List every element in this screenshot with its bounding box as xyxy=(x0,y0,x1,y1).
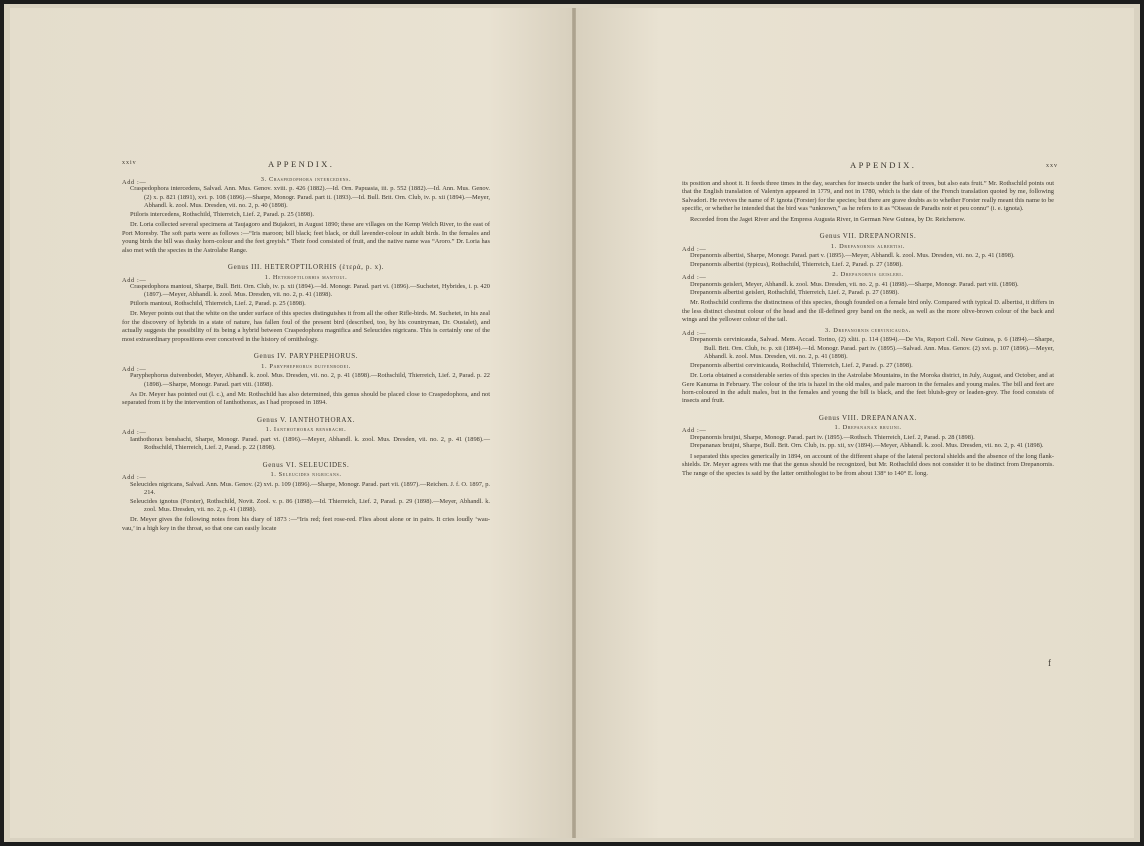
add-label: Add :— xyxy=(682,427,707,435)
species-number: 1. xyxy=(261,362,268,370)
synonymy-reference: Ptiloris intercedens, Rothschild, Thierreich, Lief. 2, Parad. p. 25 (1898). xyxy=(130,210,314,218)
add-label: Add :— xyxy=(122,365,147,373)
synonymy-reference: Ptiloris mantoui, Rothschild, Thierreich, Lief. 2, Parad. p. 25 (1898). xyxy=(130,299,306,307)
right-text-column xyxy=(682,178,1054,478)
species-name: Seleucides nigricans. xyxy=(278,471,342,479)
genus-heading: Genus VII. DREPANORNIS. xyxy=(819,232,917,241)
add-label: Add :— xyxy=(122,429,147,437)
left-text-column xyxy=(122,174,490,533)
body-paragraph: Dr. Loria collected several specimens at Taujagoro and Bujakori, in August 1890; these are villages on the Kemp Welch River, to the east of Port Moresby. The soft parts were as follows :—“Iris maroon; bill black; feet black, or dull lavender-colour in adult birds. In the females and young birds the bill was dusky horn-colour and the feet greyish.” Their food consisted of fruit, and the native name was “Aroro.” Dr. Loria has also met with the species in the Astrolabe Range. xyxy=(122,221,490,254)
body-paragraph: Dr. Meyer gives the following notes from his diary of 1873 :—“Iris red; feet rose-red. Flies about alone or in pairs. It cries loudly ‘wau-vau,’ in a high key in the throat, so that one can easily locate xyxy=(122,516,490,532)
add-label: Add :— xyxy=(122,179,147,186)
add-label: Add :— xyxy=(122,474,147,482)
species-name: Drepanornis albertisi. xyxy=(839,242,906,250)
body-paragraph: As Dr. Meyer has pointed out (l. c.), and Mr. Rothschild has also determined, this genus should be placed close to Craspedophora, and not separated from it by the intervention of Ianthothorax, as I had proposed in 1894. xyxy=(122,390,490,407)
genus-heading: Genus V. IANTHOTHORAX. xyxy=(256,415,356,424)
species-heading xyxy=(682,271,1054,282)
body-paragraph: I separated this species generically in 1894, on account of the different shape of the lateral pectoral shields and the absence of the long flank-shields. Dr. Meyer agrees with me that the genus should be recognized, but Mr. Rothschild does not consider it to be distinct from Drepanornis. The range of the species is said by the latter ornithologist to be from about 138° to 140° E. long. xyxy=(682,452,1054,477)
body-paragraph: Dr. Loria obtained a considerable series of this species in the Astrolabe Mountains, in the Moroka district, in July, August, and October, and at Gere Kanuma in February. The colour of the iris is hazel in the old males, and pale maroon in the females and young males. The bill and feet are horn-coloured in the adult males, but in the females and young the bill is black, and the feet bluish-grey or leaden-grey. The food consists of insects and fruit. xyxy=(682,372,1054,405)
synonymy-reference: Drepanornis albertisi (typicus), Rothschild, Thierreich, Lief. 2, Parad. p. 27 (1898). xyxy=(690,260,903,268)
species-number: 1. xyxy=(265,426,272,434)
synonymy-reference: Drepanornis bruijni, Sharpe, Monogr. Parad. part iv. (1895).—Rothsch. Thierreich, Lief. 2, Parad. p. 28 (1898). xyxy=(690,433,975,441)
signature-mark: f xyxy=(1048,658,1051,668)
running-head-right: APPENDIX. xyxy=(850,160,917,170)
running-head-left: APPENDIX. xyxy=(268,159,335,169)
synonymy-reference: Drepanornis cervinicauda, Salvad. Mem. Accad. Torino, (2) xliii. p. 114 (1894).—De Vis, Report Coll. New Guinea, p. 6 (1894).—Sharpe, Bull. Brit. Orn. Club, iv. p. xii (1894).—Id. Monogr. Parad. part iv. (1895).—Salvad. Ann. Mus. Genov. (2) xvi. p. 107 (1896).—Meyer, Abhandl. k. zool. Mus. Dresden, vii. no. 2, p. 41 (1898). xyxy=(690,336,1054,361)
add-label: Add :— xyxy=(682,329,707,337)
left-page xyxy=(10,8,572,838)
species-number: 1. xyxy=(834,424,841,432)
species-name: Craspedophora intercedens. xyxy=(269,176,352,183)
synonymy-reference: Drepanornis albertisi cervinicauda, Rothschild, Thierreich, Lief. 2, Parad. p. 27 (1898). xyxy=(690,361,913,369)
species-name: Drepanornis cervinicauda. xyxy=(833,326,911,334)
species-number: 3. xyxy=(825,326,832,334)
synonymy-reference: Drepanornis albertisi, Sharpe, Monogr. Parad. part v. (1895).—Meyer, Abhandl. k. zool. Mus. Dresden, vii. no. 2, p. 41 (1898). xyxy=(690,252,1015,260)
species-number: 1. xyxy=(830,242,837,250)
page-number-left: xxiv xyxy=(122,160,137,166)
species-heading xyxy=(122,274,490,282)
synonymy-reference: Drepananax bruijni, Sharpe, Bull. Brit. Orn. Club, ix. pp. xii, xv (1894).—Meyer, Abhandl. k. zool. Mus. Dresden, vii. no. 2, p. 41 (1898). xyxy=(690,442,1044,450)
add-label: Add :— xyxy=(682,274,707,282)
species-name: Drepanornis geisleri. xyxy=(840,271,904,279)
species-heading xyxy=(122,426,490,437)
synonymy-reference: Drepanornis albertisi geisleri, Rothschild, Thierreich, Lief. 2, Parad. p. 27 (1898). xyxy=(690,288,899,296)
synonymy-reference: Seleucides nigricans, Salvad. Ann. Mus. Genov. (2) xvi. p. 109 (1896).—Sharpe, Monogr. Parad. part vii. (1897).—Reichen. J. f. O. 1897, p. 214. xyxy=(130,480,490,497)
genus-heading: Genus III. HETEROPTILORHIS (ἑτερά, p. x). xyxy=(227,263,385,272)
species-number: 1. xyxy=(270,471,277,479)
synonymy-reference: Craspedophora intercedens, Salvad. Ann. Mus. Genov. xviii. p. 426 (1882).—Id. Orn. Papuasia, iii. p. 552 (1882).—Id. Ann. Mus. Genov. (2) x. p. 821 (1891), xvi. p. 108 (1896).—Sharpe, Monogr. Parad. part ii. (1893).—Id. Bull. Brit. Orn. Club, iv. p. xii (1894).—Meyer, Abhandl. k. zool. Mus. Dresden, vii. no. 2, p. 40 (1898). xyxy=(130,185,490,210)
species-heading xyxy=(682,424,1054,435)
species-number: 1. xyxy=(264,273,271,281)
species-name: Heteroptilorhis mantoui. xyxy=(272,273,348,281)
genus-heading: Genus IV. PARYPHEPHORUS. xyxy=(253,352,359,361)
species-heading xyxy=(122,176,490,184)
body-paragraph: Dr. Meyer points out that the white on the under surface of this species distinguishes it from all the other Rifle-birds. M. Suchetet, in his zeal for the discovery of hybrids in a state of nature, has fallen foul of the present bird (described, too, by his countryman, Dr. Oustalet), and actually suggests the possibility of its being a hybrid between Craspedophora magnifica and Seleucides nigricans. This is certainly one of the most extraordinary propositions ever conceived in the history of ornithology. xyxy=(122,310,490,343)
synonymy-reference: Craspedophora mantoui, Sharpe, Bull. Brit. Orn. Club, iv. p. xii (1894).—Id. Monogr. Parad. part vi. (1896).—Suchetet, Hybrides, i. p. 420 (1897).—Meyer, Abhandl. k. zool. Mus. Dresden, vii. no. 2, p. 41 (1898). xyxy=(130,282,490,299)
book-spread xyxy=(4,4,1140,842)
species-heading xyxy=(122,363,490,371)
species-heading xyxy=(682,243,1054,251)
species-name: Ianthothorax bensbachi. xyxy=(273,426,347,434)
genus-heading: Genus VI. SELEUCIDES. xyxy=(262,460,350,469)
body-paragraph: its position and shoot it. It feeds three times in the day, searches for insects under the bark of trees, but also eats fruit.” Mr. Rothschild points out that the English translation of Valentyn appeared in 1779, and not in 1780, which is the date of the French translation quoted by me, following Salvadori. He revives the name of P. ignota (Forster) for the species; but there are grave doubts as to whether Forster really meant this name to be specific, or whether he intended that the bird was “unknown,” as he refers to it as “Oiseau de Paradis noir et peu connu” (i. e. ignota). xyxy=(682,180,1054,213)
add-label: Add :— xyxy=(122,276,147,284)
right-page xyxy=(576,8,1134,838)
species-name: Paryphephorus duivenbodei. xyxy=(269,362,351,370)
add-label: Add :— xyxy=(682,245,707,253)
synonymy-reference: Seleucides ignotus (Forster), Rothschild, Novit. Zool. v. p. 86 (1898).—Id. Thierreich, Lief. 2, Parad. p. 29 (1898).—Meyer, Abhandl. k. zool. Mus. Dresden, vii. no. 2, p. 41 (1898). xyxy=(130,497,490,513)
species-number: 2. xyxy=(832,271,839,279)
synonymy-reference: Drepanornis geisleri, Meyer, Abhandl. k. zool. Mus. Dresden, vii. no. 2, p. 41 (1898).—Sharpe, Monogr. Parad. part viii. (1898). xyxy=(690,280,1019,288)
genus-heading: Genus VIII. DREPANANAX. xyxy=(818,413,918,422)
body-paragraph: Mr. Rothschild confirms the distinctness of this species, though founded on a female bird only. Compared with typical D. albertisi, it differs in the less distinct chestnut colour of the head and the ill-defined grey band on the neck, as well as the more olive-brown colour of the back and wings and the yellower colour of the tail. xyxy=(682,299,1054,324)
synonymy-reference: Paryphephorus duivenbodei, Meyer, Abhandl. k. zool. Mus. Dresden, vii. no. 2, p. 41 (1898).—Rothschild, Thierreich, Lief. 2, Parad. p. 22 (1898).—Sharpe, Monogr. Parad. part viii. (1898). xyxy=(130,372,490,388)
body-paragraph: Recorded from the Jagei River and the Empress Augusta River, in German New Guinea, by Dr. Reichenow. xyxy=(690,215,966,223)
species-number: 3. xyxy=(260,176,267,183)
species-name: Drepananax bruijni. xyxy=(842,424,902,432)
species-heading xyxy=(682,327,1054,335)
page-number-right: xxv xyxy=(1046,163,1058,169)
synonymy-reference: Ianthothorax bensbachi, Sharpe, Monogr. Parad. part vi. (1896).—Meyer, Abhandl. k. zool. Mus. Dresden, vii. no. 2, p. 41 (1898).—Rothschild, Thierreich, Lief. 2, Parad. p. 22 (1898). xyxy=(130,435,490,452)
species-heading xyxy=(122,471,490,482)
